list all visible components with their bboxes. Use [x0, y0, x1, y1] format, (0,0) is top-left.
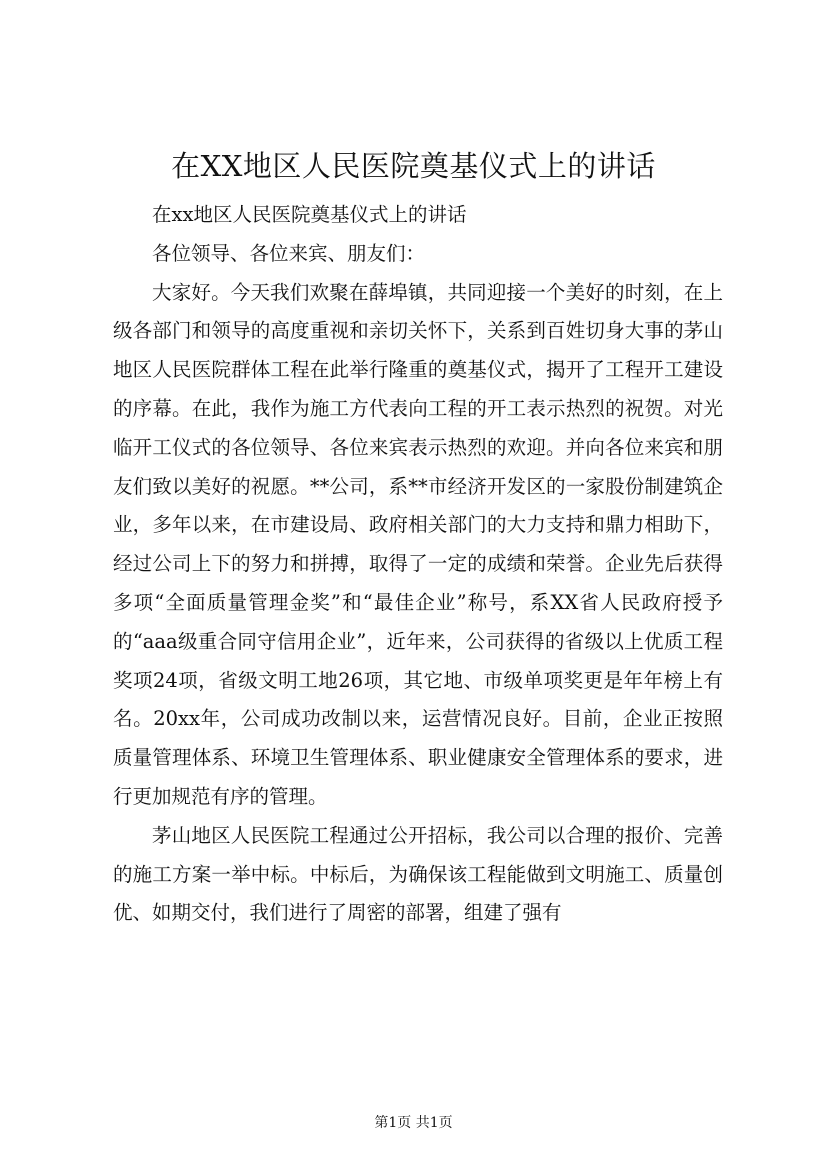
body-paragraph-2: 茅山地区人民医院工程通过公开招标，我公司以合理的报价、完善的施工方案一举中标。中标后，为确保该工程能做到文明施工、质量创优、如期交付，我们进行了周密的部署，组建了强有: [113, 823, 723, 925]
page-footer: 第1页 共1页: [374, 1115, 453, 1131]
body-paragraph-1: 大家好。今天我们欢聚在薛埠镇，共同迎接一个美好的时刻，在上级各部门和领导的高度重视和亲切关怀下，关系到百姓切身大事的茅山地区人民医院群体工程在此举行隆重的奠基仪式，揭开了工程开工建设的序幕。在此，我作为施工方代表向工程的开工表示热烈的祝贺。对光临开工仪式的各位领导、各位来宾表示热烈的欢迎。并向各位来宾和朋友们致以美好的祝愿。**公司，系**市经济开发区的一家股份制建筑企业，多年以来，在市建设局、政府相关部门的大力支持和鼎力相助下，经过公司上下的努力和拼搏，取得了一定的成绩和荣誉。企业先后获得多项“全面质量管理金奖”和“最佳企业”称号，系XX省人民政府授予的“aaa级重合同守信用企业”，近年来，公司获得的省级以上优质工程奖项24项，省级文明工地26项，其它地、市级单项奖更是年年榜上有名。20xx年，公司成功改制以来，运营情况良好。目前，企业正按照质量管理体系、环境卫生管理体系、职业健康安全管理体系的要求，进行更加规范有序的管理。: [113, 280, 723, 808]
subtitle-paragraph: 在xx地区人民医院奠基仪式上的讲话: [152, 203, 467, 226]
document-body: [113, 196, 723, 933]
document-title: 在XX地区人民医院奠基仪式上的讲话: [171, 149, 656, 183]
salutation-paragraph: 各位领导、各位来宾、朋友们：: [152, 241, 426, 265]
